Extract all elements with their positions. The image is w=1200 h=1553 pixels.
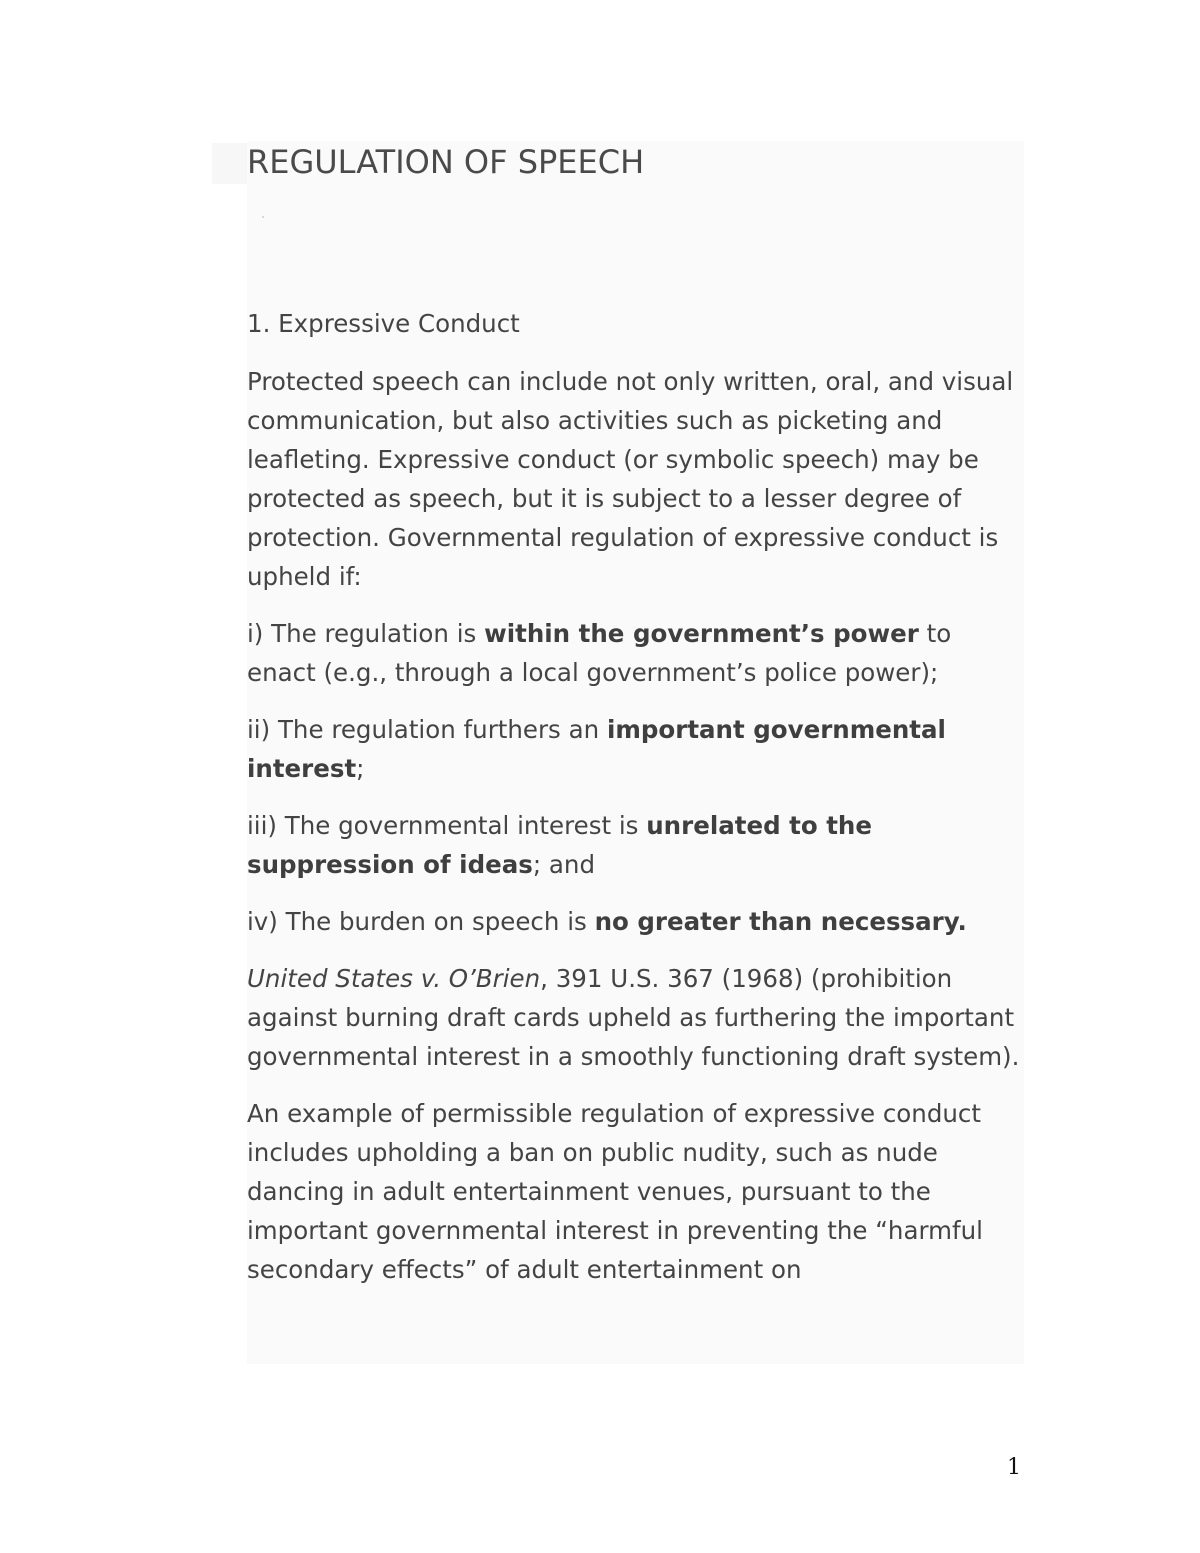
case-citation-text: , 391 U.S. 367 (1968) (prohibition against burning draft cards upheld as furthering the important governmental interest in a smoothly functioning draft system). [247, 964, 1020, 1071]
condition-suffix: to enact (e.g., through a local government’s police power); [247, 619, 952, 687]
document-title: REGULATION OF SPEECH [247, 143, 645, 181]
title-background [212, 143, 248, 184]
condition-prefix: iii) The governmental interest is [247, 811, 647, 840]
condition-prefix: i) The regulation is [247, 619, 485, 648]
condition-item [247, 902, 1027, 941]
condition-item [247, 806, 1027, 884]
intro-paragraph: Protected speech can include not only written, oral, and visual communication, but also activities such as picketing and leafleting. Expressive conduct (or symbolic speech) may be protected as speech, but it is subject to a lesser degree of protection. Governmental regulation of expressive conduct is upheld if: [247, 367, 1014, 591]
case-name: United States v. O’Brien [247, 964, 541, 993]
condition-item [247, 710, 1027, 788]
document-body [247, 304, 1027, 1289]
example-paragraph: An example of permissible regulation of expressive conduct includes upholding a ban on public nudity, such as nude dancing in adult entertainment venues, pursuant to the important governmental interest in preventing the “harmful secondary effects” of adult entertainment on [247, 1099, 983, 1284]
condition-emphasis: no greater than necessary. [594, 907, 967, 936]
condition-emphasis: unrelated to the suppression of ideas [247, 811, 872, 879]
condition-item [247, 614, 1027, 692]
case-citation [247, 959, 1027, 1076]
condition-emphasis: within the government’s power [484, 619, 919, 648]
condition-prefix: iv) The burden on speech is [247, 907, 595, 936]
page-number: 1 [1007, 1455, 1021, 1480]
faint-mark [262, 216, 264, 218]
condition-suffix: ; [356, 754, 365, 783]
condition-emphasis: important governmental interest [247, 715, 946, 783]
condition-prefix: ii) The regulation furthers an [247, 715, 607, 744]
condition-suffix: ; and [532, 850, 595, 879]
section-heading: 1. Expressive Conduct [247, 309, 520, 338]
